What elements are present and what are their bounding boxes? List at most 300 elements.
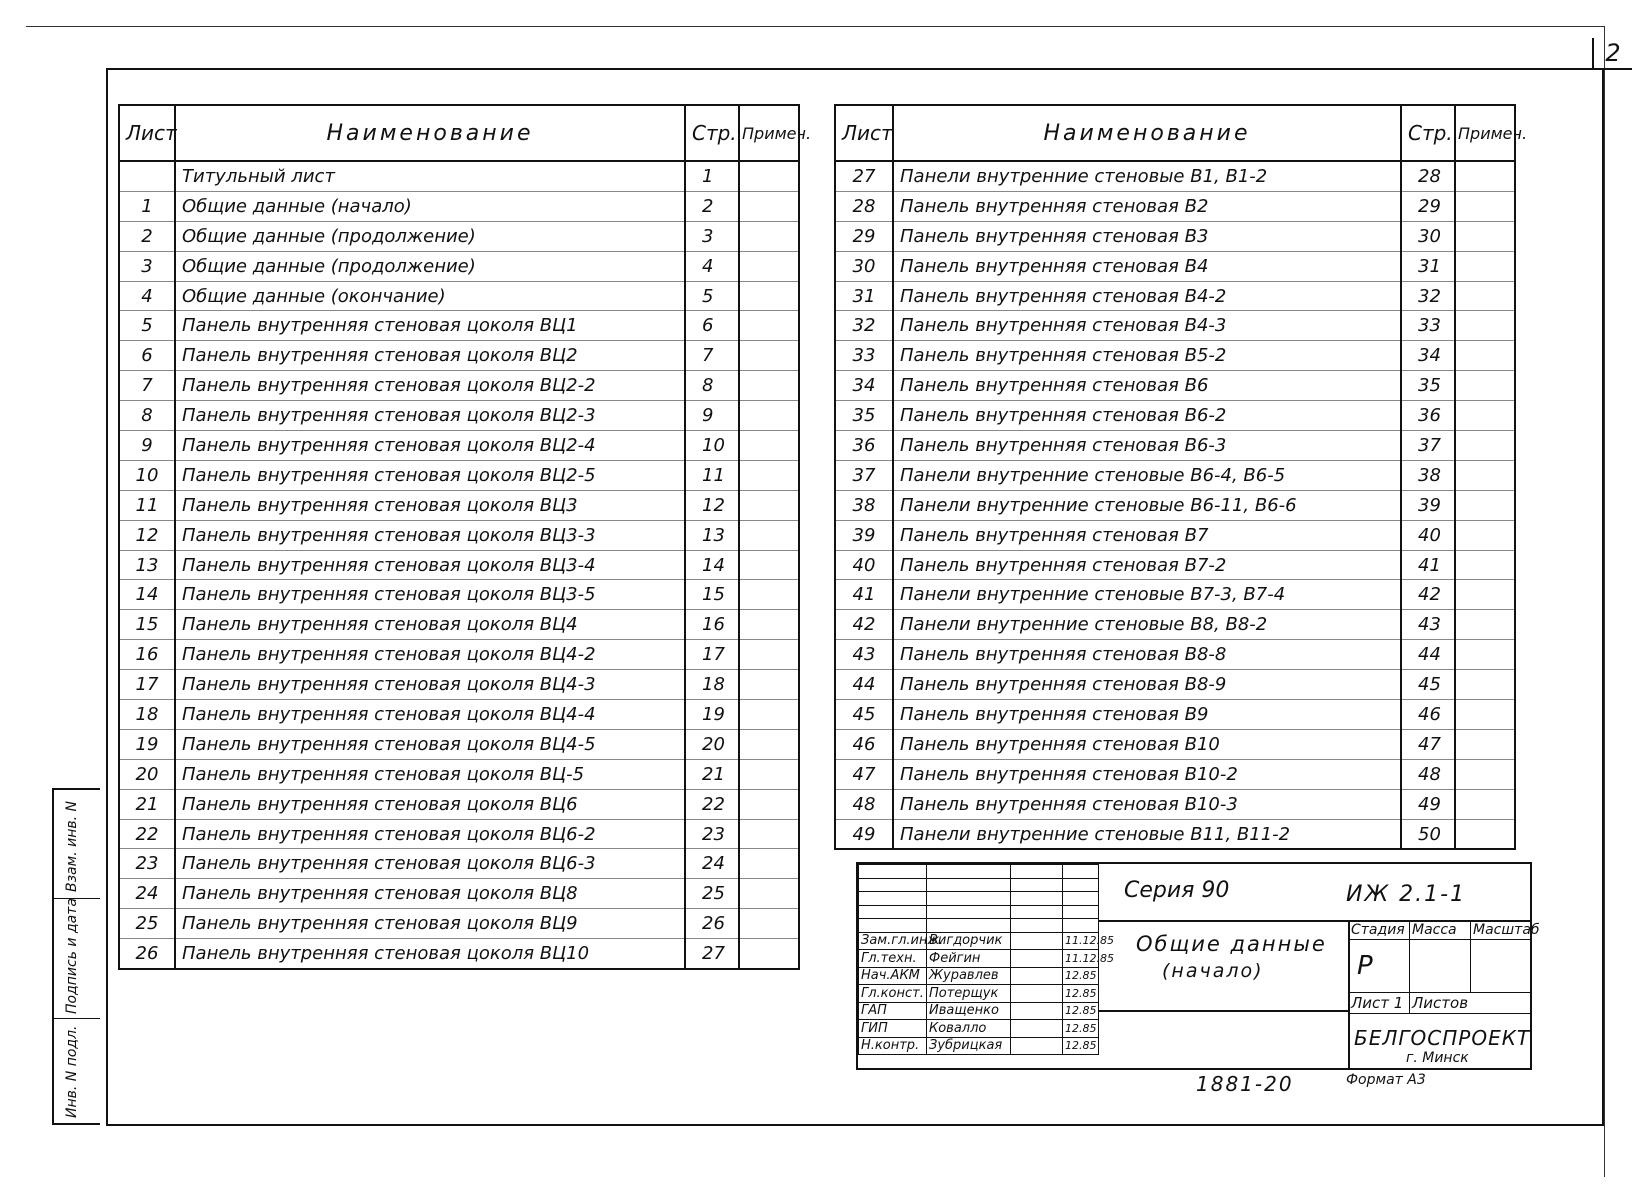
row-name: Панели внутренние стеновые В1, В1-2 [893,161,1401,191]
row-name: Панель внутренняя стеновая цоколя ВЦ3-3 [175,520,685,550]
row-note [739,371,799,401]
row-sheet-number: 1 [119,191,175,221]
table-row [835,729,1515,759]
row-page: 33 [1401,311,1455,341]
row-sheet-number: 42 [835,610,893,640]
row-sheet-number: 27 [835,161,893,191]
signer-empty-row [859,905,1099,919]
row-note [1455,311,1515,341]
row-sheet-number: 7 [119,371,175,401]
row-page: 15 [685,580,739,610]
sheets-label: Листов [1410,993,1532,1014]
row-name: Панель внутренняя стеновая цоколя ВЦ3 [175,490,685,520]
row-note [739,909,799,939]
stage-value: Р [1349,940,1410,993]
row-page: 28 [1401,161,1455,191]
table-row [119,939,799,969]
row-page: 25 [685,879,739,909]
table-row [835,819,1515,849]
row-page: 44 [1401,640,1455,670]
row-note [739,490,799,520]
row-name: Панель внутренняя стеновая цоколя ВЦ4 [175,610,685,640]
table-row [119,819,799,849]
signer-empty-cell [1063,865,1099,879]
scale-value [1471,940,1532,993]
scale-header: Масштаб [1471,921,1532,940]
table-row [119,161,799,191]
signer-empty-cell [1011,865,1063,879]
row-page: 21 [685,759,739,789]
row-sheet-number: 11 [119,490,175,520]
table-row [119,221,799,251]
row-page: 26 [685,909,739,939]
signer-empty-cell [927,865,1011,879]
row-name: Общие данные (окончание) [175,281,685,311]
signer-empty-cell [927,878,1011,892]
signer-signature [1011,1002,1063,1020]
format-label: Формат А3 [1346,1072,1426,1088]
table-row [119,550,799,580]
row-page: 5 [685,281,739,311]
row-sheet-number: 28 [835,191,893,221]
row-page: 12 [685,490,739,520]
row-page: 1 [685,161,739,191]
row-note [739,251,799,281]
row-page: 31 [1401,251,1455,281]
table-row [119,670,799,700]
row-name: Панель внутренняя стеновая цоколя ВЦ1 [175,311,685,341]
table-row [835,550,1515,580]
row-page: 41 [1401,550,1455,580]
signer-row [859,967,1099,985]
signer-empty-cell [1063,919,1099,933]
document-code: ИЖ 2.1-1 [1346,882,1467,907]
row-sheet-number: 10 [119,460,175,490]
row-sheet-number: 30 [835,251,893,281]
row-name: Панель внутренняя стеновая цоколя ВЦ9 [175,909,685,939]
stage-mass-scale-table [1348,920,1540,1014]
signer-empty-row [859,892,1099,906]
table-row [119,191,799,221]
row-sheet-number: 6 [119,341,175,371]
document-title-line1: Общие данные [1136,932,1327,956]
row-note [739,161,799,191]
signer-empty-cell [927,919,1011,933]
row-name: Общие данные (начало) [175,191,685,221]
row-name: Панель внутренняя стеновая В8-8 [893,640,1401,670]
signer-name: Фейгин [927,950,1011,968]
table-row [119,460,799,490]
row-note [1455,401,1515,431]
signer-signature [1011,985,1063,1003]
row-note [739,939,799,969]
table-row [835,401,1515,431]
signer-empty-cell [859,878,927,892]
row-sheet-number: 18 [119,700,175,730]
row-sheet-number: 23 [119,849,175,879]
row-sheet-number: 5 [119,311,175,341]
row-page: 49 [1401,789,1455,819]
table-row [119,251,799,281]
mass-value [1410,940,1471,993]
table-row [119,490,799,520]
row-name: Панель внутренняя стеновая цоколя ВЦ8 [175,879,685,909]
row-sheet-number: 31 [835,281,893,311]
row-page: 17 [685,640,739,670]
table-row [835,191,1515,221]
row-name: Панель внутренняя стеновая В10-2 [893,759,1401,789]
row-name: Панель внутренняя стеновая цоколя ВЦ2-2 [175,371,685,401]
row-page: 50 [1401,819,1455,849]
signer-empty-cell [1011,919,1063,933]
table-header-row [835,105,1515,161]
row-note [1455,550,1515,580]
table-row [835,431,1515,461]
table-row [119,431,799,461]
signer-name: Иващенко [927,1002,1011,1020]
row-name: Панель внутренняя стеновая цоколя ВЦ2-5 [175,460,685,490]
row-name: Панель внутренняя стеновая цоколя ВЦ2-4 [175,431,685,461]
row-name: Панель внутренняя стеновая цоколя ВЦ4-5 [175,729,685,759]
row-name: Панель внутренняя стеновая цоколя ВЦ3-5 [175,580,685,610]
row-note [739,460,799,490]
row-page: 2 [685,191,739,221]
row-name: Панель внутренняя стеновая В6-2 [893,401,1401,431]
row-name: Панель внутренняя стеновая цоколя ВЦ10 [175,939,685,969]
signer-role: ГИП [859,1020,927,1038]
row-sheet-number: 26 [119,939,175,969]
row-note [1455,341,1515,371]
row-note [1455,819,1515,849]
signer-name: Вигдорчик [927,932,1011,950]
row-note [739,401,799,431]
row-name: Панель внутренняя стеновая цоколя ВЦ6-3 [175,849,685,879]
signer-role: Нач.АКМ [859,967,927,985]
row-sheet-number: 36 [835,431,893,461]
row-note [1455,640,1515,670]
signer-date: 12.85 [1063,1037,1099,1055]
row-note [739,849,799,879]
row-name: Панель внутренняя стеновая В7 [893,520,1401,550]
table-row [119,580,799,610]
row-note [739,580,799,610]
signer-role: ГАП [859,1002,927,1020]
row-page: 29 [1401,191,1455,221]
signer-row [859,950,1099,968]
sheet-number: 2 [1592,38,1632,70]
row-page: 36 [1401,401,1455,431]
row-page: 34 [1401,341,1455,371]
series-label: Серия 90 [1124,878,1230,903]
row-page: 48 [1401,759,1455,789]
table-row [119,371,799,401]
row-page: 13 [685,520,739,550]
signer-empty-cell [927,892,1011,906]
signer-name: Ковалло [927,1020,1011,1038]
organization-name: БЕЛГОСПРОЕКТ [1354,1026,1531,1050]
row-note [1455,670,1515,700]
row-page: 27 [685,939,739,969]
row-page: 20 [685,729,739,759]
row-name: Панель внутренняя стеновая В10-3 [893,789,1401,819]
row-note [1455,371,1515,401]
row-page: 9 [685,401,739,431]
side-field-inv-original: Инв. N подл. [64,1025,80,1118]
signer-date: 12.85 [1063,1020,1099,1038]
row-name: Панель внутренняя стеновая цоколя ВЦ3-4 [175,550,685,580]
row-name: Панель внутренняя стеновая В8-9 [893,670,1401,700]
signer-empty-cell [1011,892,1063,906]
signer-name: Зубрицкая [927,1037,1011,1055]
table-row [119,879,799,909]
signer-empty-cell [1063,892,1099,906]
row-sheet-number: 25 [119,909,175,939]
signer-name: Журавлев [927,967,1011,985]
row-sheet-number: 38 [835,490,893,520]
signer-role: Зам.гл.инж. [859,932,927,950]
row-page: 43 [1401,610,1455,640]
contents-table-right [834,104,1528,850]
row-sheet-number: 9 [119,431,175,461]
row-name: Панель внутренняя стеновая В10 [893,729,1401,759]
side-field-replaced-inv: Взам. инв. N [54,790,100,899]
row-note [739,729,799,759]
row-sheet-number: 32 [835,311,893,341]
signers-table [858,864,1114,1055]
table-row [835,700,1515,730]
table-row [835,161,1515,191]
row-note [739,221,799,251]
signer-empty-cell [927,905,1011,919]
signer-signature [1011,967,1063,985]
table-row [835,281,1515,311]
table-row [119,341,799,371]
table-row [835,490,1515,520]
row-page: 46 [1401,700,1455,730]
signer-date: 11.12.85 [1063,932,1099,950]
row-page: 24 [685,849,739,879]
row-name: Панель внутренняя стеновая В4-3 [893,311,1401,341]
row-sheet-number: 35 [835,401,893,431]
row-name: Панель внутренняя стеновая цоколя ВЦ-5 [175,759,685,789]
side-field-signature-date: Подпись и дата [54,898,100,1019]
header-note: Примеч. [739,105,799,161]
table-row [119,909,799,939]
table-header-row [119,105,799,161]
table-row [119,789,799,819]
signer-empty-cell [1063,905,1099,919]
row-page: 45 [1401,670,1455,700]
row-name: Панели внутренние стеновые В6-4, В6-5 [893,460,1401,490]
row-sheet-number: 4 [119,281,175,311]
table-row [835,759,1515,789]
header-note: Примеч. [1455,105,1515,161]
row-sheet-number: 21 [119,789,175,819]
row-sheet-number: 46 [835,729,893,759]
signer-empty-cell [859,919,927,933]
row-page: 14 [685,550,739,580]
row-note [739,520,799,550]
signer-empty-row [859,878,1099,892]
row-name: Общие данные (продолжение) [175,221,685,251]
row-name: Панель внутренняя стеновая В2 [893,191,1401,221]
signer-row [859,1020,1099,1038]
table-row [119,610,799,640]
header-name: Наименование [893,105,1401,161]
row-page: 47 [1401,729,1455,759]
signer-empty-row [859,919,1099,933]
row-page: 39 [1401,490,1455,520]
row-note [1455,700,1515,730]
table-row [835,460,1515,490]
row-sheet-number: 12 [119,520,175,550]
signer-date: 11.12.85 [1063,950,1099,968]
row-name: Панель внутренняя стеновая цоколя ВЦ2-3 [175,401,685,431]
signer-row [859,1037,1099,1055]
row-name: Панель внутренняя стеновая цоколя ВЦ4-4 [175,700,685,730]
row-note [739,759,799,789]
header-page: Стр. [685,105,739,161]
row-note [739,431,799,461]
row-note [1455,520,1515,550]
table-row [119,281,799,311]
row-page: 40 [1401,520,1455,550]
contents-table-left [118,104,812,970]
row-page: 38 [1401,460,1455,490]
row-note [1455,460,1515,490]
table-row [835,670,1515,700]
row-note [1455,729,1515,759]
row-name: Панель внутренняя стеновая В6-3 [893,431,1401,461]
archive-number: 1881-20 [1196,1072,1294,1096]
signer-date: 12.85 [1063,967,1099,985]
row-sheet-number: 3 [119,251,175,281]
stage-header: Стадия [1349,921,1410,940]
mass-header: Масса [1410,921,1471,940]
document-title-line2: (начало) [1162,960,1264,982]
table-row [835,341,1515,371]
row-sheet-number: 45 [835,700,893,730]
table-row [119,700,799,730]
row-sheet-number: 44 [835,670,893,700]
row-sheet-number: 16 [119,640,175,670]
row-note [1455,191,1515,221]
table-row [119,401,799,431]
row-note [739,879,799,909]
row-note [1455,789,1515,819]
row-page: 19 [685,700,739,730]
row-name: Панель внутренняя стеновая В3 [893,221,1401,251]
signer-empty-cell [859,892,927,906]
table-row [835,371,1515,401]
row-note [739,191,799,221]
signer-role: Гл.техн. [859,950,927,968]
row-sheet-number: 13 [119,550,175,580]
row-note [739,341,799,371]
row-sheet-number: 49 [835,819,893,849]
signer-row [859,932,1099,950]
row-sheet-number: 39 [835,520,893,550]
row-note [1455,251,1515,281]
row-name: Панель внутренняя стеновая В9 [893,700,1401,730]
row-name: Панель внутренняя стеновая В7-2 [893,550,1401,580]
table-row [835,610,1515,640]
signer-signature [1011,1037,1063,1055]
table-row [835,221,1515,251]
row-sheet-number: 24 [119,879,175,909]
row-name: Панели внутренние стеновые В7-3, В7-4 [893,580,1401,610]
header-page: Стр. [1401,105,1455,161]
row-sheet-number: 34 [835,371,893,401]
signer-signature [1011,1020,1063,1038]
row-note [739,550,799,580]
row-page: 30 [1401,221,1455,251]
row-page: 22 [685,789,739,819]
row-page: 16 [685,610,739,640]
table-row [119,759,799,789]
city-name: г. Минск [1406,1050,1469,1066]
row-page: 6 [685,311,739,341]
row-name: Панель внутренняя стеновая В4-2 [893,281,1401,311]
table-row [119,640,799,670]
row-sheet-number [119,161,175,191]
row-page: 3 [685,221,739,251]
row-note [1455,490,1515,520]
row-sheet-number: 29 [835,221,893,251]
row-name: Панель внутренняя стеновая цоколя ВЦ4-3 [175,670,685,700]
row-name: Общие данные (продолжение) [175,251,685,281]
row-page: 11 [685,460,739,490]
row-note [739,640,799,670]
row-page: 35 [1401,371,1455,401]
row-sheet-number: 22 [119,819,175,849]
row-note [1455,610,1515,640]
row-note [1455,580,1515,610]
table-row [835,311,1515,341]
row-page: 23 [685,819,739,849]
row-name: Панели внутренние стеновые В6-11, В6-6 [893,490,1401,520]
row-name: Панели внутренние стеновые В8, В8-2 [893,610,1401,640]
title-block [856,862,1540,1070]
row-page: 37 [1401,431,1455,461]
row-sheet-number: 33 [835,341,893,371]
row-sheet-number: 40 [835,550,893,580]
signer-row [859,1002,1099,1020]
row-sheet-number: 8 [119,401,175,431]
row-name: Титульный лист [175,161,685,191]
row-sheet-number: 48 [835,789,893,819]
table-row [119,520,799,550]
table-row [119,849,799,879]
row-page: 7 [685,341,739,371]
signer-empty-cell [1063,878,1099,892]
signer-empty-cell [1011,905,1063,919]
row-sheet-number: 2 [119,221,175,251]
row-note [1455,221,1515,251]
signer-row [859,985,1099,1003]
row-sheet-number: 37 [835,460,893,490]
signer-signature [1011,950,1063,968]
header-sheet: Лист [835,105,893,161]
row-sheet-number: 47 [835,759,893,789]
table-row [835,789,1515,819]
header-sheet: Лист [119,105,175,161]
row-sheet-number: 20 [119,759,175,789]
row-page: 8 [685,371,739,401]
row-note [1455,759,1515,789]
row-name: Панель внутренняя стеновая цоколя ВЦ2 [175,341,685,371]
row-note [1455,281,1515,311]
